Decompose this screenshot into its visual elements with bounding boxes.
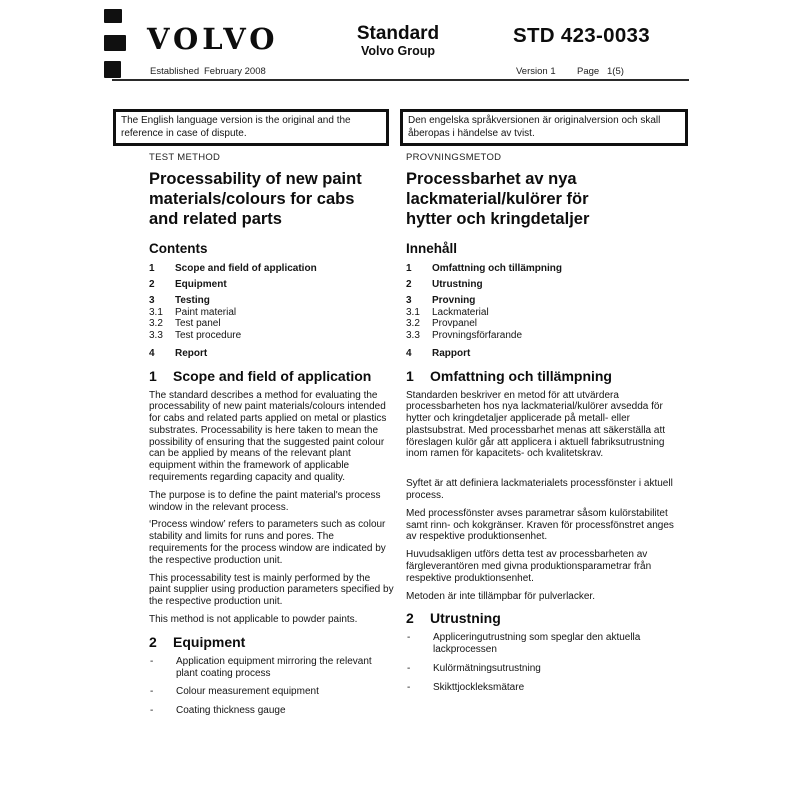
established-date: February 2008 [204, 66, 266, 77]
toc-item: 4 Rapport [406, 348, 471, 359]
paragraph: Huvudsakligen utförs detta test av processbarheten av färgleverantören med givna produktionsparametrar från respektive produktionsenhet. [406, 549, 652, 584]
scan-mark [104, 61, 121, 78]
toc-item: 4 Report [149, 348, 208, 359]
toc-item: 3.3 Test procedure [149, 329, 242, 341]
bullet-item: - Colour measurement equipment [150, 686, 319, 698]
notice-box-swedish: Den engelska språkversionen är originalversion och skall åberopas i händelse av tvist. [400, 109, 688, 146]
section-1-heading-sv: 1 Omfattning och tillämpning [406, 367, 612, 384]
scan-mark [104, 9, 122, 23]
paragraph: This method is not applicable to powder paints. [149, 614, 358, 626]
doc-number: STD 423-0033 [513, 24, 650, 47]
dash-marker: - [150, 655, 154, 667]
header-center [330, 23, 466, 58]
toc-item: 3 Provning [406, 295, 476, 306]
title-line: materials/colours for cabs [149, 190, 355, 208]
bullet-item: - Coating thickness gauge [150, 705, 286, 717]
toc-sv [406, 263, 674, 360]
page-number: 1(5) [607, 66, 624, 77]
column-swedish [406, 152, 674, 701]
paragraph: Med processfönster avses parametrar såsom kulörstabilitet samt rinn- och kokgränser. Kraven för processfönstret anges av respektive produktionsenhet. [406, 507, 674, 543]
kicker-sv: PROVNINGSMETOD [406, 152, 502, 163]
title-sv [406, 169, 674, 229]
toc-item: 1 Omfattning och tillämpning [406, 263, 562, 274]
volvo-logo: VOLVO [147, 22, 279, 56]
toc-item: 3.1 Lackmaterial [406, 306, 489, 318]
toc-item: 3.2 Test panel [149, 318, 221, 329]
section-1-heading-en: 1 Scope and field of application [149, 367, 372, 384]
toc-item: 2 Utrustning [406, 279, 483, 290]
paragraph: The standard describes a method for evaluating the processability of new paint materials/colours intended for cabs and related parts applied on metal or plastics substrates. Processability is here taken to mean the possibility of ensuring that the suggested paint colour can be applied by means of the relevant plant equipment within the framework of applicable requirements regarding capacity and quality. [149, 389, 387, 484]
contents-heading-sv: Innehåll [406, 241, 458, 256]
org-name: Volvo Group [360, 44, 436, 58]
section-2-heading-sv: 2 Utrustning [406, 610, 501, 627]
paragraph: The purpose is to define the paint material's process window in the relevant process. [149, 489, 381, 513]
title-line: hytter och kringdetaljer [406, 210, 590, 228]
contents-heading-en: Contents [149, 241, 208, 256]
scan-mark [104, 35, 126, 51]
section-2-heading-en: 2 Equipment [149, 633, 246, 650]
paragraph: Metoden är inte tillämpbar för pulverlacker. [406, 590, 595, 602]
paragraph: ‘Process window’ refers to parameters such as colour stability and limits for runs and pores. The requirements for the process window are indicated by the respective production unit. [149, 519, 386, 566]
toc-item: 3.1 Paint material [149, 306, 237, 318]
toc-en [149, 263, 394, 360]
title-line: Processability of new paint [149, 170, 362, 188]
title-line: lackmaterial/kulörer för [406, 190, 589, 208]
title-en [149, 169, 394, 229]
dash-marker: - [407, 632, 411, 644]
dash-marker: - [407, 681, 411, 693]
column-english [149, 152, 394, 724]
notice-box-english: The English language version is the original and the reference in case of dispute. [113, 109, 389, 146]
toc-item: 1 Scope and field of application [149, 263, 317, 274]
dash-marker: - [150, 705, 154, 717]
title-line: and related parts [149, 210, 282, 228]
paragraph: This processability test is mainly performed by the paint supplier using production parameters specified by the respective production unit. [149, 572, 394, 608]
toc-item: 3 Testing [149, 295, 210, 306]
bullet-item: - Application equipment mirroring the relevant plant coating process [150, 655, 372, 679]
dash-marker: - [407, 663, 411, 675]
paragraph: Syftet är att definiera lackmaterialets processfönster i aktuell process. [406, 478, 673, 502]
kicker-en: TEST METHOD [149, 152, 221, 163]
dash-marker: - [150, 686, 154, 698]
bullet-item: - Kulörmätningsutrustning [407, 663, 541, 675]
toc-item: 2 Equipment [149, 279, 227, 290]
bullet-item: - Skikttjockleksmätare [407, 681, 525, 693]
bullet-item: - Appliceringutrustning som speglar den aktuella lackprocessen [407, 632, 641, 656]
page-label: Page [577, 66, 600, 77]
header-divider [112, 79, 689, 81]
toc-item: 3.3 Provningsförfarande [406, 329, 523, 341]
doc-type: Standard [356, 23, 440, 44]
established-label: Established [150, 66, 200, 77]
version: Version 1 [516, 66, 556, 77]
toc-item: 3.2 Provpanel [406, 318, 478, 329]
paragraph: Standarden beskriver en metod för att utvärdera processbarheten hos nya lackmaterial/kulörer avsedda för hytter och kringdetaljer applicerade på metall- eller plastsubstrat. Med processbarhet menas att säkerställa att föreslagen kulör går att applicera i aktuell fabriksutrustning inom ramen för kapacitets- och kvalitetskrav. [406, 389, 666, 460]
title-line: Processbarhet av nya [406, 170, 577, 188]
